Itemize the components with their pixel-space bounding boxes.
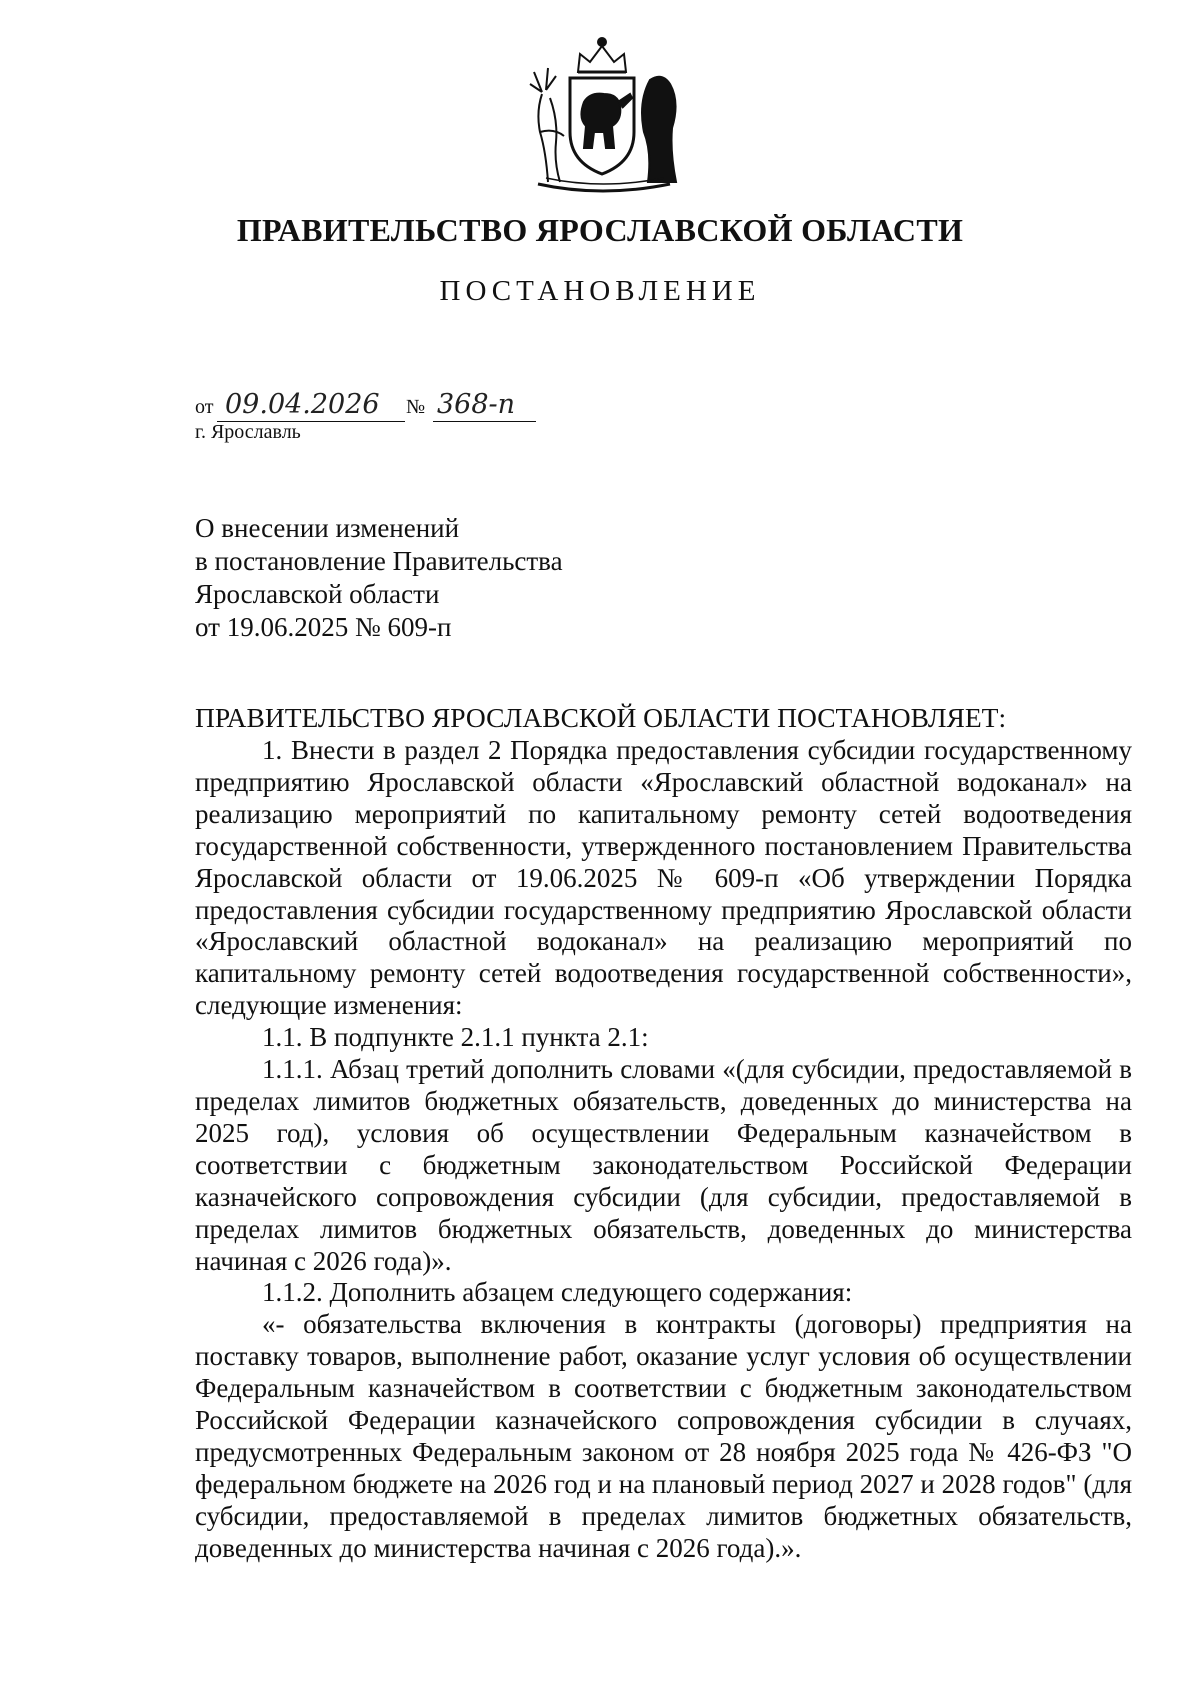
coat-of-arms-icon [520, 32, 684, 194]
registration-line [195, 382, 555, 422]
subject-line: О внесении изменений [195, 513, 460, 543]
added-paragraph: «- обязательства включения в контракты (договоры) предприятия на поставку товаров, выполнение работ, оказание услуг условия об осуществлении Федеральным казначейством в соответствии с бюджетным законодательством Российской Федерации казначейского сопровождения субсидии в случаях, предусмотренных Федеральным законом от 28 ноября 2025 года № 426-ФЗ "О федеральном бюджете на 2026 год и на плановый период 2027 и 2028 годов" (для субсидии, предоставляемой в пределах лимитов бюджетных обязательств, доведенных до министерства начиная с 2026 года).». [195, 1309, 1132, 1563]
number-prefix: № [406, 396, 426, 418]
subject-line: от 19.06.2025 № 609-п [195, 612, 452, 642]
paragraph-1: 1. Внести в раздел 2 Порядка предоставления субсидии государственному предприятию Ярославской области «Ярославский областной водоканал» на реализацию мероприятий по капитальному ремонту сетей водоотведения государственной собственности, утвержденного постановлением Правительства Ярославской области от 19.06.2025 № 609-п «Об утверждении Порядка предоставления субсидии государственному предприятию Ярославской области «Ярославский областной водоканал» на реализацию мероприятий по капитальному ремонту сетей водоотведения государственной собственности», следующие изменения: [195, 735, 1132, 1021]
subject-line: Ярославской области [195, 579, 440, 609]
date-prefix: от [195, 396, 214, 418]
city-name: г. Ярославль [195, 421, 301, 443]
document-subject [195, 512, 715, 644]
organization-title: ПРАВИТЕЛЬСТВО ЯРОСЛАВСКОЙ ОБЛАСТИ [236, 212, 964, 248]
preamble: ПРАВИТЕЛЬСТВО ЯРОСЛАВСКОЙ ОБЛАСТИ ПОСТАНОВЛЯЕТ: [195, 702, 1007, 733]
paragraph-1-1-1: 1.1.1. Абзац третий дополнить словами «(для субсидии, предоставляемой в пределах лимитов бюджетных обязательств, доведенных до министерства на 2025 год), условия об осуществлении Федеральным казначейством в соответствии с бюджетным законодательством Российской Федерации казначейского сопровождения субсидии (для субсидии, предоставляемой в пределах лимитов бюджетных обязательств, доведенных до министерства начиная с 2026 года)». [195, 1054, 1132, 1276]
paragraph-1-1: 1.1. В подпункте 2.1.1 пункта 2.1: [262, 1022, 649, 1053]
handwritten-number: 368-п [437, 389, 516, 420]
document-type: ПОСТАНОВЛЕНИЕ [439, 275, 761, 307]
paragraph-1-1-2: 1.1.2. Дополнить абзацем следующего содержания: [262, 1277, 853, 1308]
number-underline [433, 421, 536, 422]
document-body [195, 735, 1132, 1565]
handwritten-date: 09.04.2026 [225, 389, 380, 420]
subject-line: в постановление Правительства [195, 546, 563, 576]
